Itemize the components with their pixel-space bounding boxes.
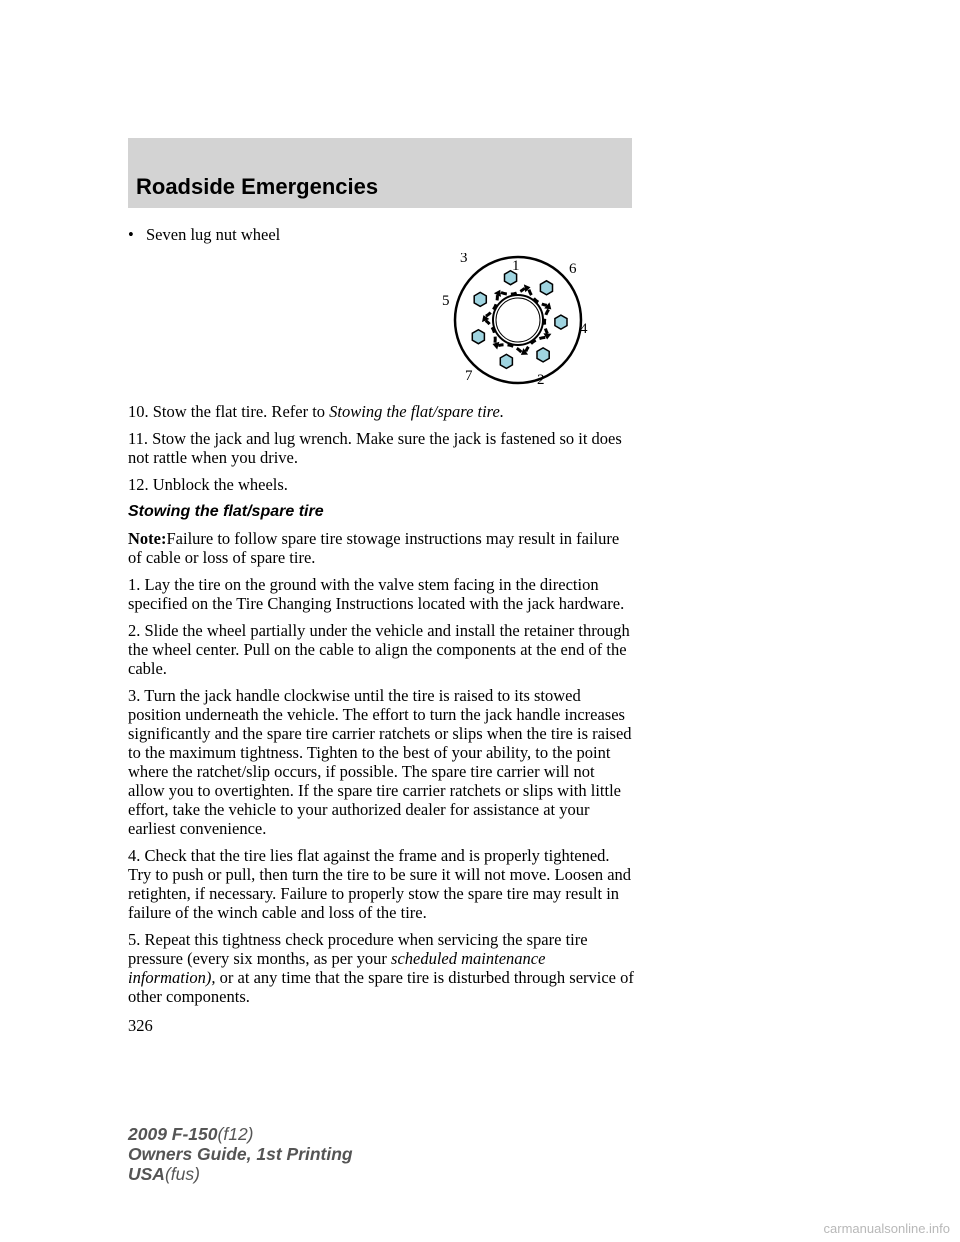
lug-nut: [555, 315, 567, 329]
lug-label-4: 4: [580, 321, 588, 337]
wheel-hub-inner: [496, 298, 540, 342]
footer-line-2: Owners Guide, 1st Printing: [128, 1144, 353, 1164]
lug-nut: [472, 330, 484, 344]
step-10-reference: Stowing the flat/spare tire.: [329, 402, 504, 421]
lug-nut: [540, 281, 552, 295]
note-paragraph: [128, 529, 634, 567]
wheel-hub: [493, 295, 543, 345]
lug-label-5: 5: [442, 293, 450, 309]
maintenance-reference: scheduled maintenance information),: [128, 949, 546, 987]
print-footer: [128, 1124, 353, 1184]
lug-nut: [474, 292, 486, 306]
lug-label-7: 7: [465, 368, 473, 384]
subsection-heading: Stowing the flat/spare tire: [128, 503, 324, 520]
rotation-arrow: [486, 295, 498, 316]
step-10: 10. Stow the flat tire. Refer to Stowing the flat/spare tire.: [128, 402, 504, 421]
stow-step-5: 5. Repeat this tightness check procedure when servicing the spare tire pressure (every six months, as per your scheduled maintenance information), or at any time that the spare tire is disturbed through service of other components.: [128, 930, 634, 1006]
bullet-text: Seven lug nut wheel: [146, 225, 281, 244]
bullet-item: [128, 225, 280, 244]
step-12: 12. Unblock the wheels.: [128, 475, 288, 494]
lug-label-1: 1: [512, 258, 520, 274]
seven-lug-wheel-diagram: [438, 253, 598, 393]
stow-step-1: 1. Lay the tire on the ground with the valve stem facing in the direction specified on the Tire Changing Instructions located with the jack hardware.: [128, 575, 625, 613]
lug-nut: [537, 348, 549, 362]
lug-nut: [500, 354, 512, 368]
stow-step-2: 2. Slide the wheel partially under the vehicle and install the retainer through the wheel center. Pull on the cable to align the components at the end of the cable.: [128, 621, 630, 678]
rotation-arrow: [544, 310, 548, 334]
rotation-arrow: [501, 288, 525, 294]
site-watermark: carmanualsonline.info: [823, 1221, 950, 1236]
lug-nuts: [472, 271, 567, 369]
content-flow: [128, 402, 634, 1035]
note-text: Failure to follow spare tire stowage instructions may result in failure of cable or loss of spare tire.: [128, 529, 620, 567]
lug-label-6: 6: [569, 261, 577, 277]
stow-step-3: 3. Turn the jack handle clockwise until the tire is raised to its stowed position underneath the vehicle. The effort to turn the jack handle increases significantly and the spare tire carrier ratchets or slips when the tire is raised to the maximum tightness. Tighten to the best of your ability, to the point where the ratchet/slip occurs, if possible. The spare tire carrier will not allow you to overtighten. If the spare tire carrier ratchets or slips with little effort, take the vehicle to your authorized dealer for assistance at your earliest convenience.: [128, 686, 632, 838]
note-label: Note:: [128, 529, 167, 548]
lug-label-2: 2: [537, 372, 545, 388]
step-11: 11. Stow the jack and lug wrench. Make sure the jack is fastened so it does not rattle when you drive.: [128, 429, 622, 467]
page-number: 326: [128, 1016, 153, 1035]
section-title: Roadside Emergencies: [136, 174, 379, 199]
stow-step-4: 4. Check that the tire lies flat against the frame and is properly tightened. Try to push or pull, then turn the tire to be sure it will not move. Loosen and retighten, if necessary. Failure to properly stow the spare tire may result in failure of the winch cable and loss of the tire.: [128, 846, 632, 922]
footer-line-1: 2009 F-150(f12): [128, 1124, 254, 1144]
footer-line-3: USA(fus): [128, 1164, 200, 1184]
lug-label-3: 3: [460, 253, 468, 266]
bullet-symbol: •: [128, 225, 134, 244]
